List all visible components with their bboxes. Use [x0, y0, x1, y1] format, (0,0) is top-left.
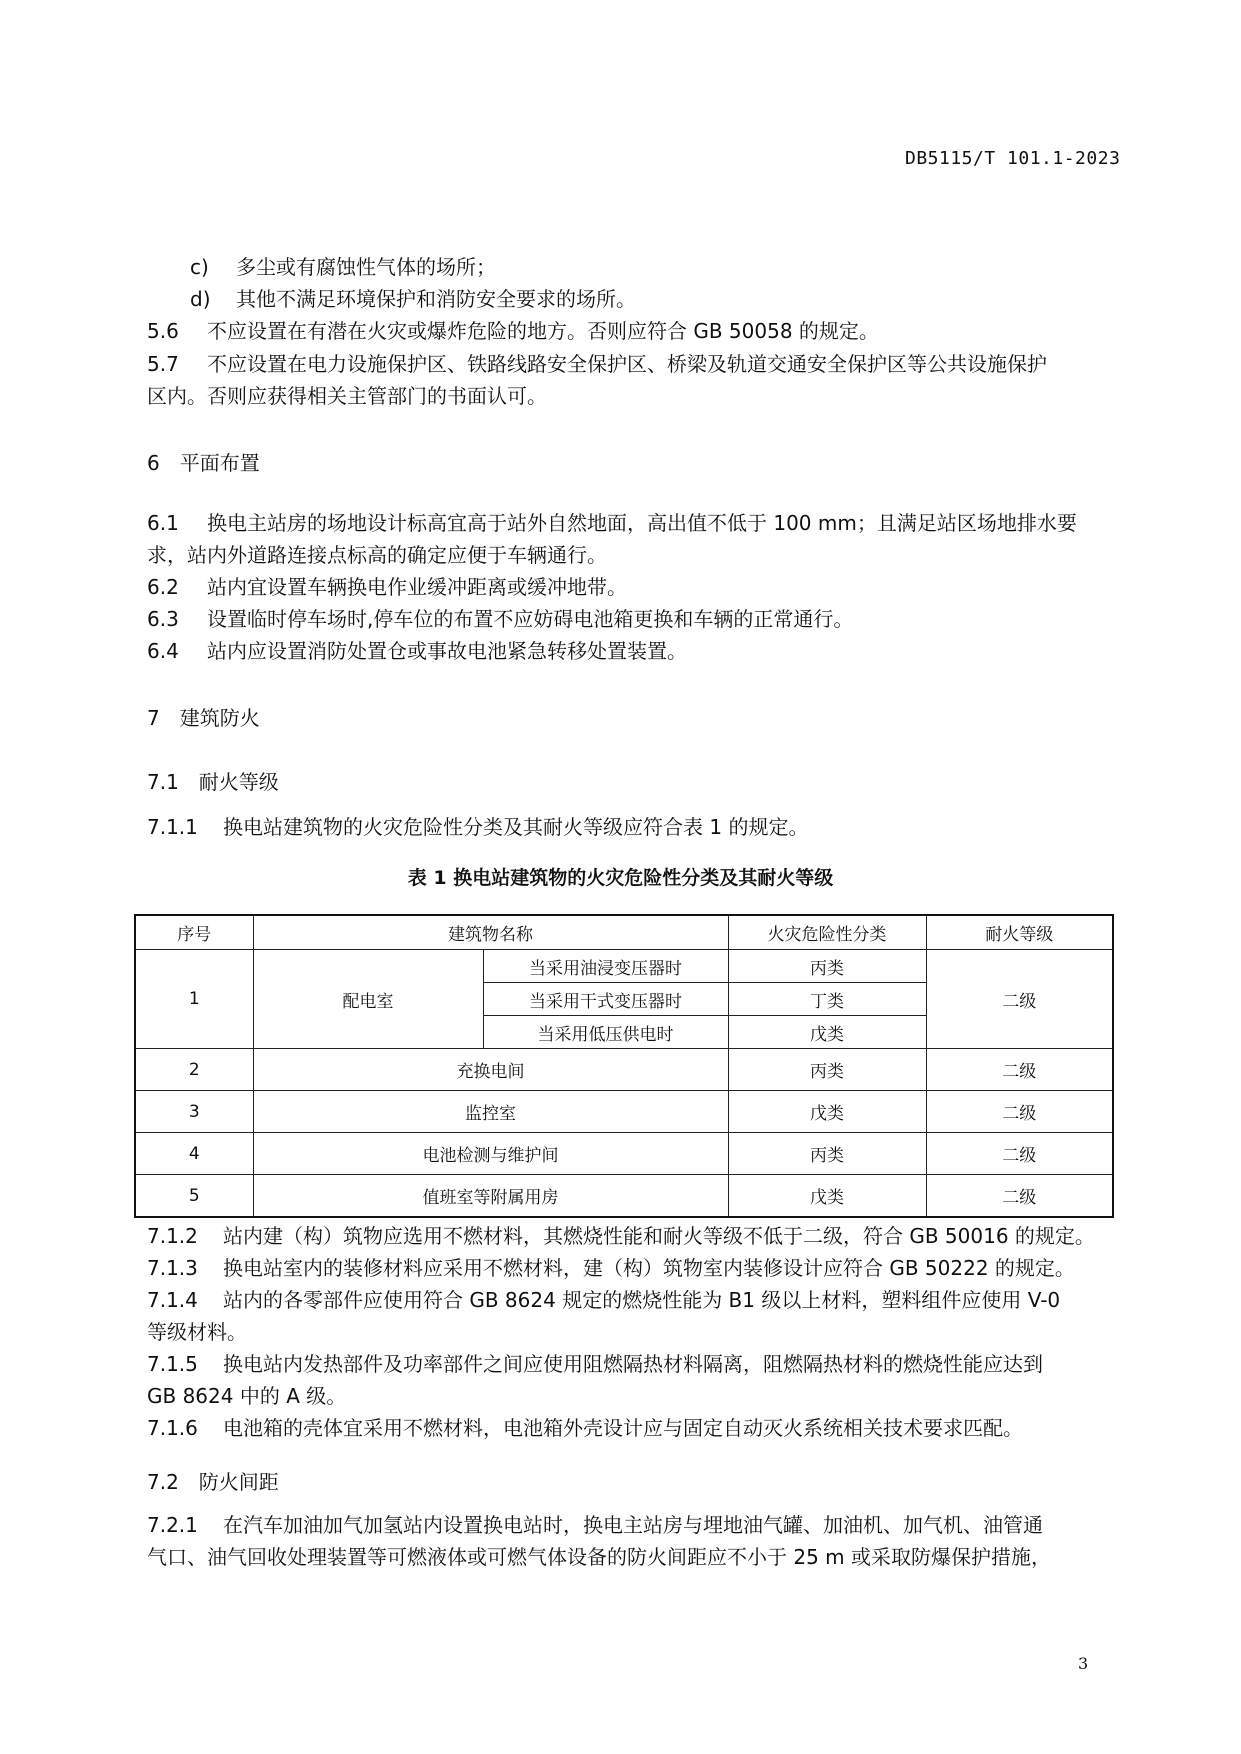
clause-5-7	[147, 349, 1047, 379]
clause-number: 7.1.3	[147, 1256, 198, 1280]
clause-6-3	[147, 604, 853, 634]
section-7-heading: 7 建筑防火	[147, 706, 260, 730]
table-header-row	[135, 915, 1113, 950]
row-number: 1	[135, 950, 253, 1049]
clause-number: 5.7	[147, 352, 179, 376]
table-row	[135, 1175, 1113, 1218]
hazard-class: 丙类	[728, 1133, 926, 1175]
row-number: 5	[135, 1175, 253, 1218]
table-row	[135, 950, 1113, 983]
hazard-class: 丙类	[728, 950, 926, 983]
table-row	[135, 1049, 1113, 1091]
fire-classification-table	[134, 914, 1114, 1218]
fire-grade: 二级	[926, 1091, 1113, 1133]
clause-number: 7.1.4	[147, 1288, 198, 1312]
table-row	[135, 1091, 1113, 1133]
header-cell: 序号	[135, 915, 253, 950]
condition-cell: 当采用低压供电时	[483, 1016, 728, 1049]
header-cell: 火灾危险性分类	[728, 915, 926, 950]
building-name: 监控室	[253, 1091, 728, 1133]
list-text: 多尘或有腐蚀性气体的场所；	[236, 255, 496, 279]
clause-7-1-1	[147, 812, 808, 842]
clause-5-6	[147, 316, 879, 346]
clause-text: 站内宜设置车辆换电作业缓冲距离或缓冲地带。	[207, 575, 627, 599]
clause-text: 换电站建筑物的火灾危险性分类及其耐火等级应符合表 1 的规定。	[223, 815, 809, 839]
page-number: 3	[1078, 1654, 1089, 1673]
clause-number: 7.1.5	[147, 1352, 198, 1376]
section-6-heading: 6 平面布置	[147, 451, 260, 475]
clause-7-1-6	[147, 1413, 1023, 1443]
list-text: 其他不满足环境保护和消防安全要求的场所。	[236, 287, 636, 311]
clause-number: 5.6	[147, 319, 179, 343]
clause-text: 设置临时停车场时,停车位的布置不应妨碍电池箱更换和车辆的正常通行。	[207, 607, 854, 631]
table-row	[135, 1133, 1113, 1175]
clause-text: 换电主站房的场地设计标高宜高于站外自然地面，高出值不低于 100 mm；且满足站区场地排水要	[207, 511, 1077, 535]
clause-text: 站内应设置消防处置仓或事故电池紧急转移处置装置。	[207, 639, 687, 663]
clause-number: 7.1.1	[147, 815, 198, 839]
row-number: 3	[135, 1091, 253, 1133]
building-name: 值班室等附属用房	[253, 1175, 728, 1218]
clause-number: 6.4	[147, 639, 179, 663]
subsection-7-2-heading: 7.2 防火间距	[147, 1470, 279, 1494]
hazard-class: 戊类	[728, 1175, 926, 1218]
clause-7-1-4-cont: 等级材料。	[147, 1320, 247, 1344]
clause-7-2-1-cont: 气口、油气回收处理装置等可燃液体或可燃气体设备的防火间距应不小于 25 m 或采取防爆保护措施，	[147, 1545, 1052, 1569]
clause-number: 7.1.6	[147, 1416, 198, 1440]
building-name: 充换电间	[253, 1049, 728, 1091]
condition-cell: 当采用干式变压器时	[483, 983, 728, 1016]
clause-number: 7.1.2	[147, 1224, 198, 1248]
hazard-class: 丁类	[728, 983, 926, 1016]
hazard-class: 戊类	[728, 1091, 926, 1133]
clause-5-7-cont: 区内。否则应获得相关主管部门的书面认可。	[147, 384, 547, 408]
header-cell: 建筑物名称	[253, 915, 728, 950]
list-item	[190, 252, 496, 282]
document-code: DB5115/T 101.1-2023	[905, 148, 1121, 169]
clause-text: 换电站室内的装修材料应采用不燃材料，建（构）筑物室内装修设计应符合 GB 50222 的规定。	[223, 1256, 1075, 1280]
clause-7-1-4	[147, 1285, 1060, 1315]
fire-grade: 二级	[926, 950, 1113, 1049]
building-name: 配电室	[253, 950, 483, 1049]
table-title: 表 1 换电站建筑物的火灾危险性分类及其耐火等级	[407, 867, 834, 889]
clause-text: 站内建（构）筑物应选用不燃材料，其燃烧性能和耐火等级不低于二级，符合 GB 50016 的规定。	[223, 1224, 1095, 1248]
clause-7-1-2	[147, 1221, 1095, 1251]
header-cell: 耐火等级	[926, 915, 1113, 950]
clause-text: 不应设置在电力设施保护区、铁路线路安全保护区、桥梁及轨道交通安全保护区等公共设施保护	[207, 352, 1047, 376]
clause-number: 6.3	[147, 607, 179, 631]
clause-7-1-3	[147, 1253, 1075, 1283]
clause-6-4	[147, 636, 687, 666]
clause-number: 6.1	[147, 511, 179, 535]
subsection-7-1-heading: 7.1 耐火等级	[147, 770, 279, 794]
list-label: d)	[190, 287, 211, 311]
clause-text: 在汽车加油加气加氢站内设置换电站时，换电主站房与埋地油气罐、加油机、加气机、油管通	[223, 1513, 1043, 1537]
row-number: 2	[135, 1049, 253, 1091]
building-name: 电池检测与维护间	[253, 1133, 728, 1175]
clause-7-1-5-cont: GB 8624 中的 A 级。	[147, 1384, 347, 1408]
clause-6-1	[147, 508, 1077, 538]
list-item	[190, 284, 636, 314]
clause-6-2	[147, 572, 627, 602]
clause-text: 站内的各零部件应使用符合 GB 8624 规定的燃烧性能为 B1 级以上材料，塑料组件应使用 V-0	[223, 1288, 1061, 1312]
condition-cell: 当采用油浸变压器时	[483, 950, 728, 983]
clause-6-1-cont: 求，站内外道路连接点标高的确定应便于车辆通行。	[147, 543, 607, 567]
clause-number: 7.2.1	[147, 1513, 198, 1537]
clause-text: 换电站内发热部件及功率部件之间应使用阻燃隔热材料隔离，阻燃隔热材料的燃烧性能应达到	[223, 1352, 1043, 1376]
row-number: 4	[135, 1133, 253, 1175]
fire-grade: 二级	[926, 1049, 1113, 1091]
list-label: c)	[190, 255, 209, 279]
fire-grade: 二级	[926, 1175, 1113, 1218]
clause-7-2-1	[147, 1510, 1043, 1540]
clause-7-1-5	[147, 1349, 1043, 1379]
clause-text: 不应设置在有潜在火灾或爆炸危险的地方。否则应符合 GB 50058 的规定。	[207, 319, 879, 343]
hazard-class: 戊类	[728, 1016, 926, 1049]
clause-text: 电池箱的壳体宜采用不燃材料，电池箱外壳设计应与固定自动灭火系统相关技术要求匹配。	[223, 1416, 1023, 1440]
hazard-class: 丙类	[728, 1049, 926, 1091]
fire-grade: 二级	[926, 1133, 1113, 1175]
clause-number: 6.2	[147, 575, 179, 599]
